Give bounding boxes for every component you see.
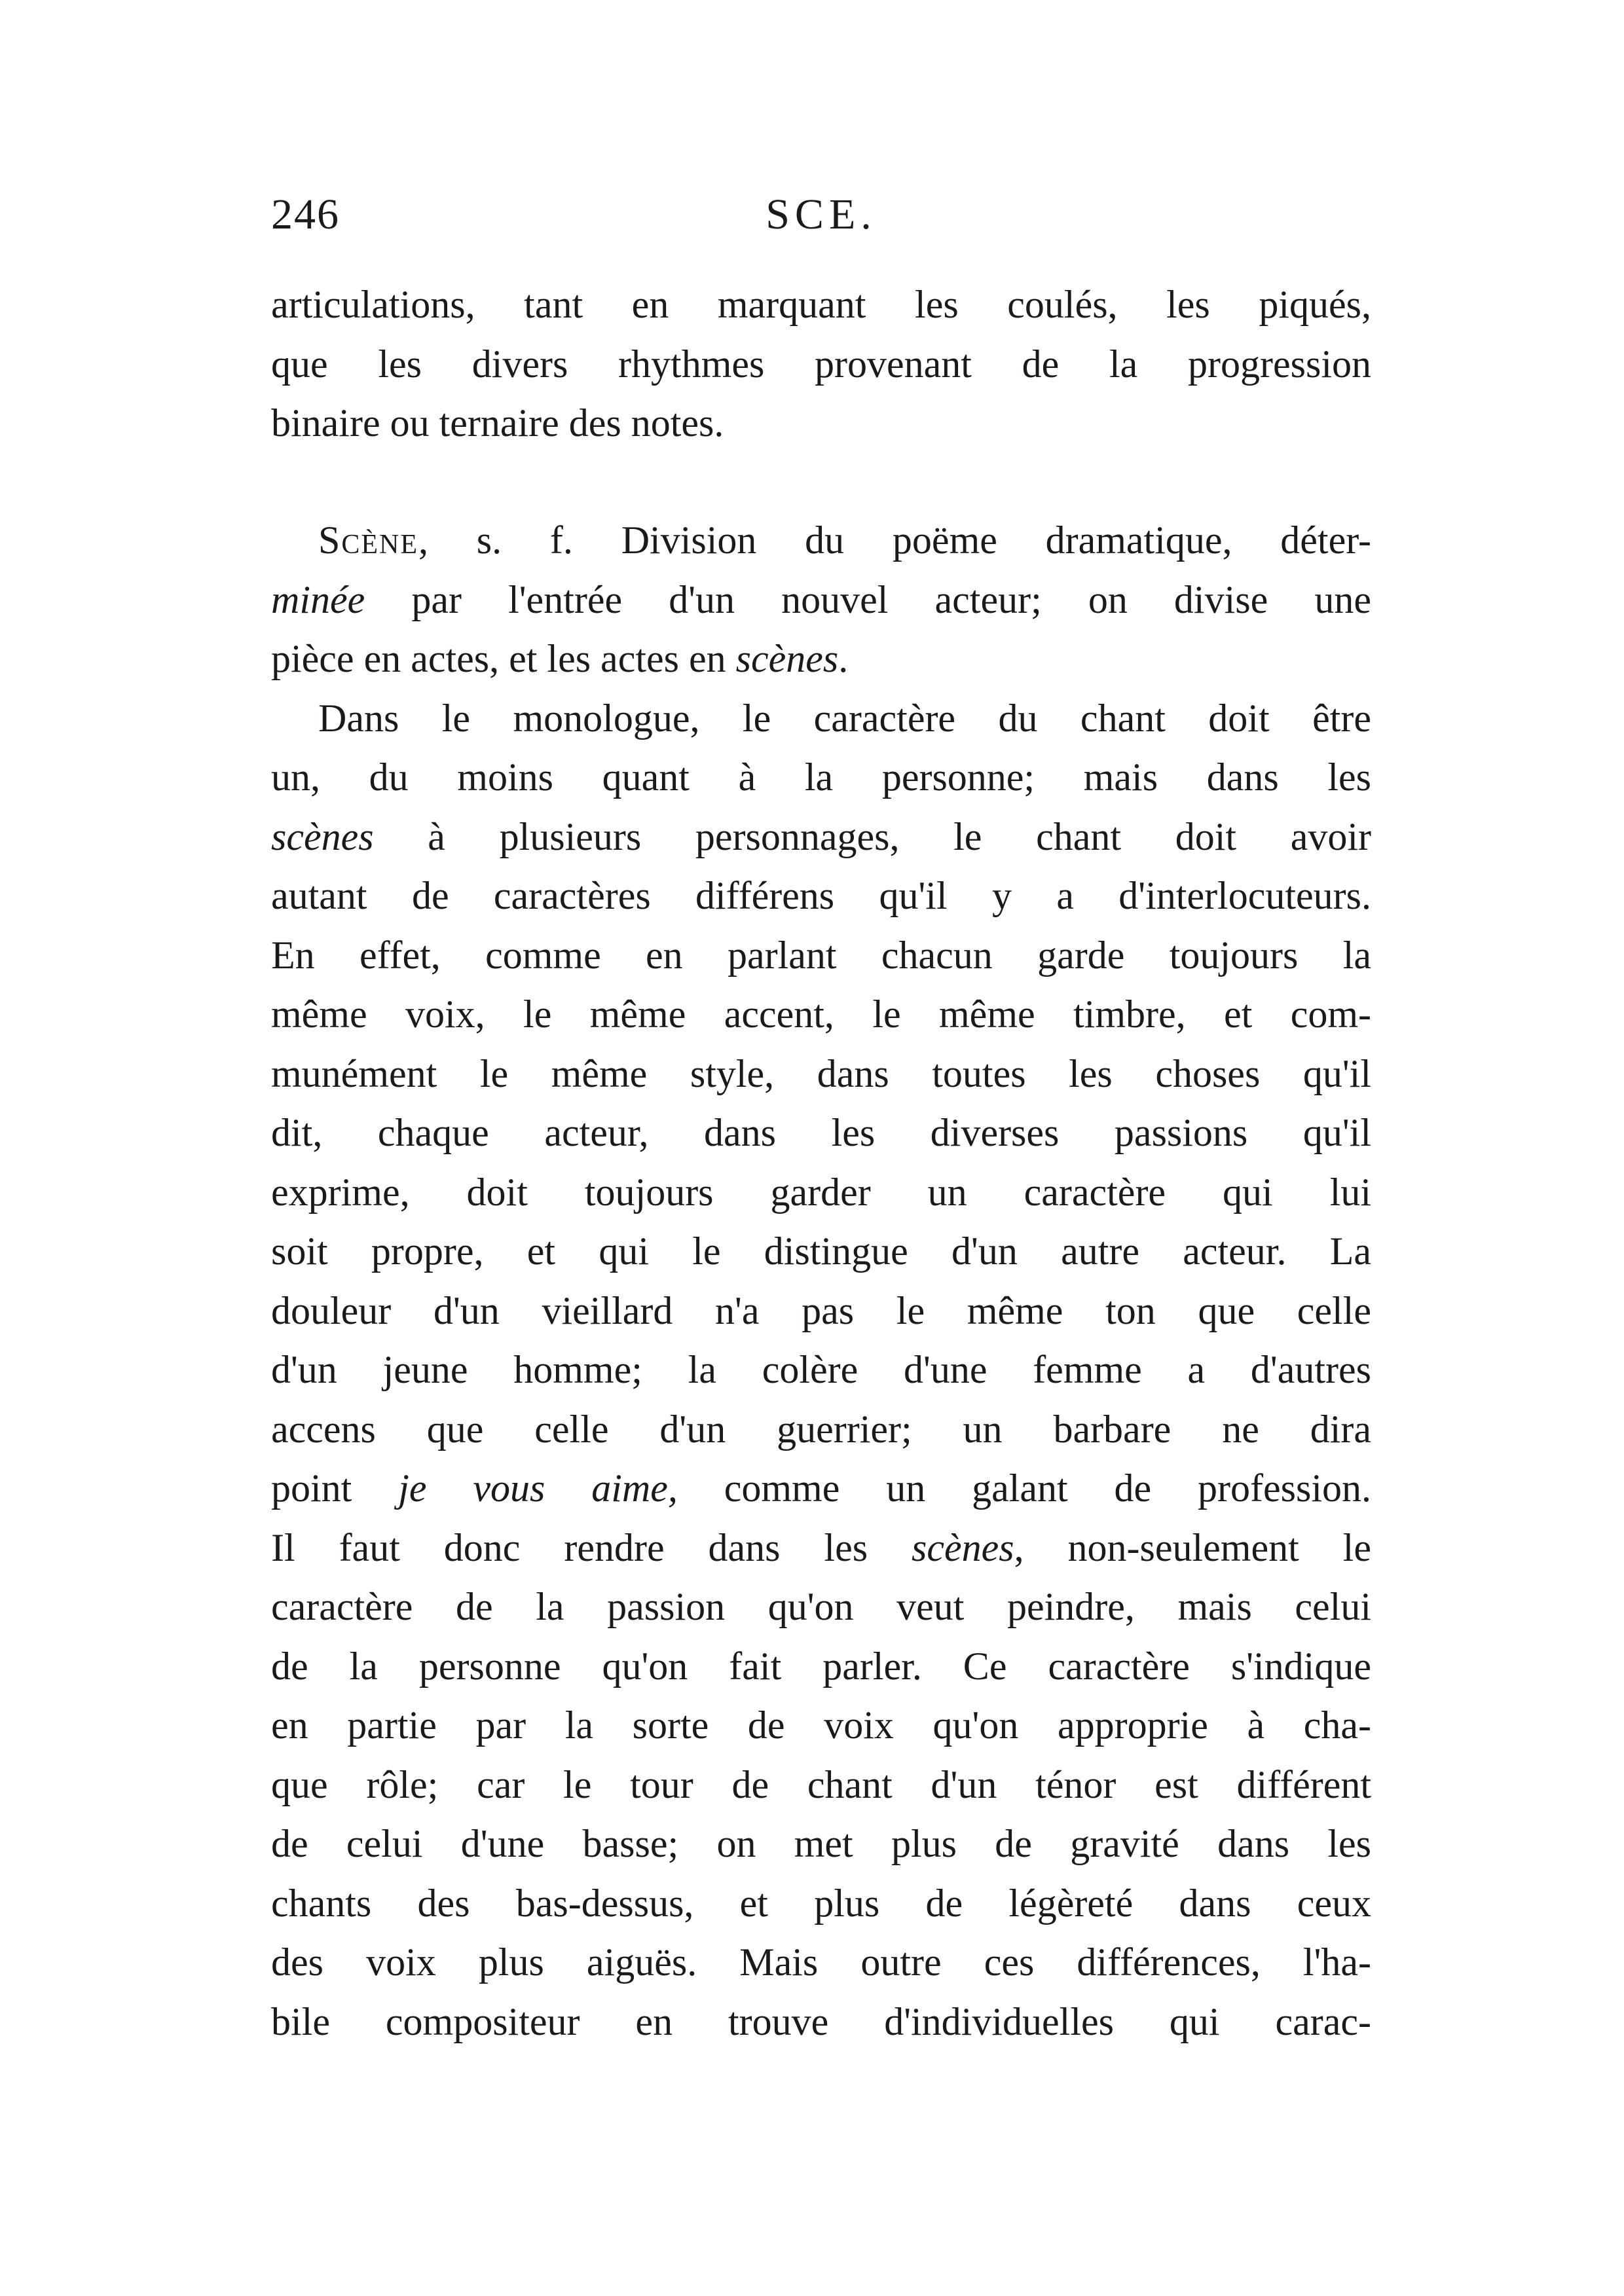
text-line: caractère de la passion qu'on veut peindre, mais celui (271, 1585, 1371, 1628)
text-span: à plusieurs personnages, le chant doit avoir (373, 814, 1371, 858)
text-span: comme un galant de profession. (677, 1467, 1371, 1510)
entry-headword: Scène (318, 519, 419, 562)
text-line: autant de caractères différens qu'il y a d'interlocuteurs. (271, 874, 1371, 917)
text-line: que rôle; car le tour de chant d'un ténor est différent (271, 1762, 1371, 1806)
page-number: 246 (271, 191, 340, 238)
text-line: Dans le monologue, le caractère du chant doit être (318, 696, 1371, 740)
text-line: même voix, le même accent, le même timbre, et com- (271, 993, 1371, 1036)
text-line (271, 1459, 1371, 1518)
italic-span: scènes (912, 1525, 1014, 1569)
text-line: binaire ou ternaire des notes. (271, 401, 724, 445)
text-line: accens que celle d'un guerrier; un barbare ne dira (271, 1407, 1371, 1451)
text-span: Il faut donc rendre dans les (271, 1525, 912, 1569)
text-span: point (271, 1467, 399, 1510)
text-span: , non-seulement le (1014, 1525, 1371, 1569)
text-line (271, 629, 1371, 689)
italic-span: scènes (735, 637, 839, 680)
italic-span: scènes (271, 814, 374, 858)
text-line: d'un jeune homme; la colère d'une femme a d'autres (271, 1348, 1371, 1391)
text-line: de la personne qu'on fait parler. Ce caractère s'indique (271, 1644, 1371, 1688)
dictionary-entry (271, 511, 1371, 2051)
text-span: par l'entrée d'un nouvel acteur; on divise une (365, 577, 1371, 621)
text-line: exprime, doit toujours garder un caractère qui lui (271, 1170, 1371, 1214)
text-span: pièce en actes, et les actes en (271, 637, 736, 680)
text-line (271, 511, 1371, 570)
running-title: SCE. (766, 191, 877, 238)
running-head (271, 190, 1371, 249)
text-line (271, 807, 1371, 867)
text-line: en partie par la sorte de voix qu'on approprie à cha- (271, 1704, 1371, 1747)
text-span: . (838, 637, 849, 680)
italic-span: minée (271, 577, 365, 621)
text-line: bile compositeur en trouve d'individuelles qui carac- (271, 1999, 1371, 2043)
text-span: , s. f. Division du poëme dramatique, déter- (418, 519, 1371, 562)
text-line: des voix plus aiguës. Mais outre ces différences, l'ha- (271, 1941, 1371, 1984)
italic-span: je vous aime, (398, 1467, 678, 1510)
text-line: douleur d'un vieillard n'a pas le même ton que celle (271, 1288, 1371, 1332)
text-line: que les divers rhythmes provenant de la progression (271, 342, 1371, 386)
text-line: soit propre, et qui le distingue d'un autre acteur. La (271, 1230, 1371, 1273)
text-line: munément le même style, dans toutes les choses qu'il (271, 1051, 1371, 1095)
text-line: un, du moins quant à la personne; mais dans les (271, 756, 1371, 799)
text-line (271, 1518, 1371, 1578)
text-line: de celui d'une basse; on met plus de gravité dans les (271, 1822, 1371, 1865)
text-line (271, 570, 1371, 630)
text-line: chants des bas-dessus, et plus de légèreté dans ceux (271, 1881, 1371, 1925)
text-line: articulations, tant en marquant les coulés, les piqués, (271, 283, 1371, 326)
text-line: dit, chaque acteur, dans les diverses passions qu'il (271, 1111, 1371, 1154)
continuation-paragraph (271, 275, 1371, 453)
text-line: En effet, comme en parlant chacun garde toujours la (271, 933, 1371, 977)
